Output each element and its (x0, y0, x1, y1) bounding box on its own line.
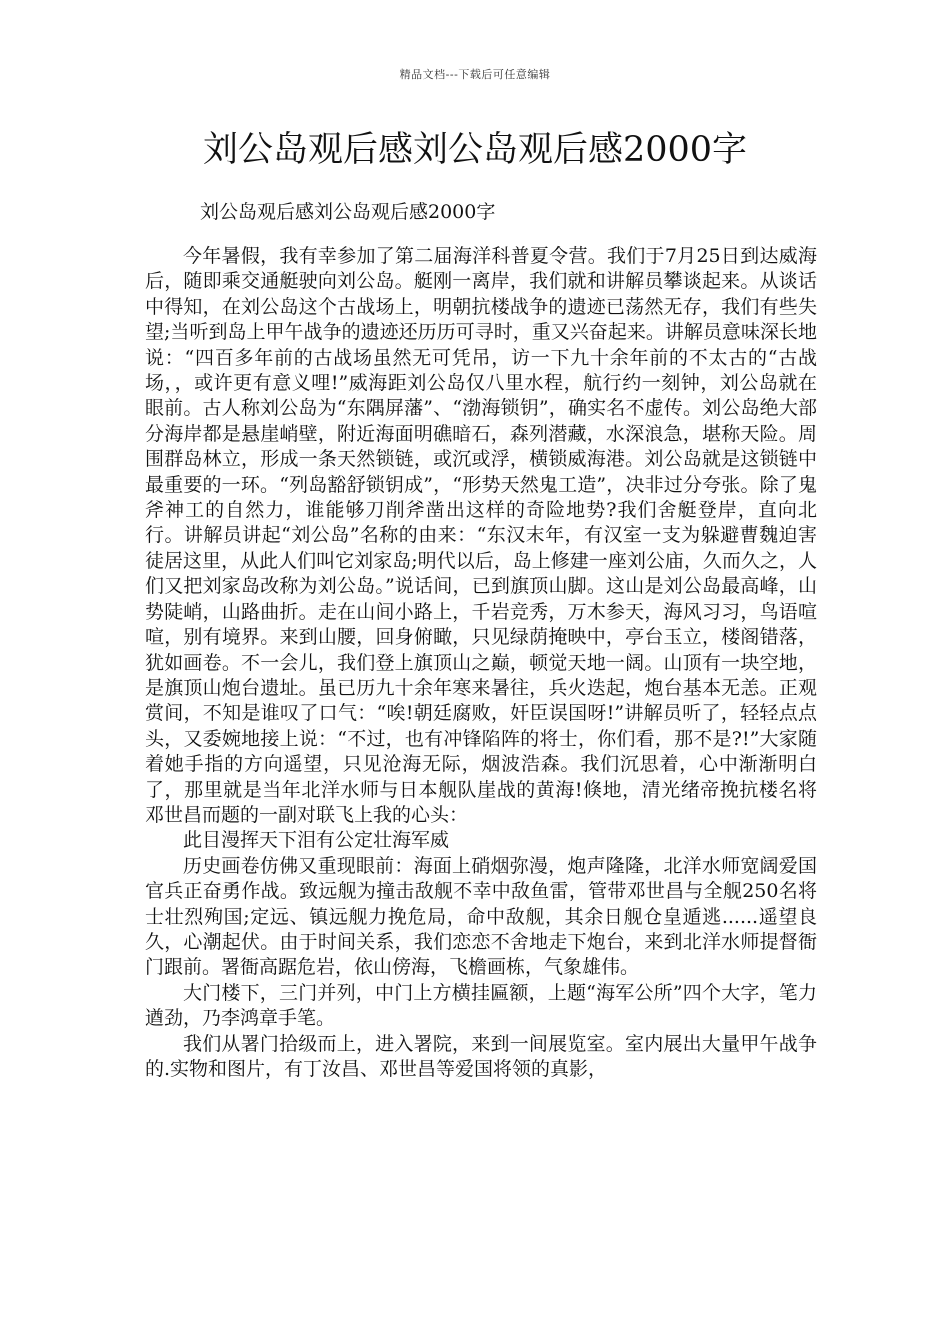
paragraph: 历史画卷仿佛又重现眼前：海面上硝烟弥漫，炮声隆隆，北洋水师宽阔爱国官兵正奋勇作战。致远舰为撞击敌舰不幸中敌鱼雷，管带邓世昌与全舰250名将士壮烈殉国;定远、镇远舰力挽危局，命中敌舰，其余日舰仓皇遁逃......遥望良久，心潮起伏。由于时间关系，我们恋恋不舍地走下炮台，来到北洋水师提督衙门跟前。署衙高踞危岩，依山傍海，飞檐画栋，气象雄伟。 (145, 854, 817, 979)
paragraph: 大门楼下，三门并列，中门上方横挂匾额，上题“海军公所”四个大字，笔力遒劲，乃李鸿章手笔。 (145, 981, 817, 1030)
header-note: 精品文档---下载后可任意编辑 (399, 68, 551, 81)
paragraph: 我们从署门拾级而上，进入署院，来到一间展览室。室内展出大量甲午战争的.实物和图片，有丁汝昌、邓世昌等爱国将领的真影， (145, 1032, 817, 1080)
paragraph: 今年暑假，我有幸参加了第二届海洋科普夏令营。我们于7月25日到达威海后，随即乘交通艇驶向刘公岛。艇刚一离岸，我们就和讲解员攀谈起来。从谈话中得知，在刘公岛这个古战场上，明朝抗楼战争的遗迹已荡然无存，我们有些失望;当听到岛上甲午战争的遗迹还历历可寻时，重又兴奋起来。讲解员意味深长地说：“四百多年前的古战场虽然无可凭吊，访一下九十余年前的不太古的“古战场，，或许更有意义哩!”威海距刘公岛仅八里水程，航行约一刻钟，刘公岛就在眼前。古人称刘公岛为“东隅屏藩”、“渤海锁钥”，确实名不虚传。刘公岛绝大部分海岸都是悬崖峭壁，附近海面明礁暗石，森列潜藏，水深浪急，堪称天险。周围群岛林立，形成一条天然锁链，或沉或浮，横锁威海港。刘公岛就是这锁链中最重要的一环。“列岛豁舒锁钥成”，“形势天然鬼工造”，决非过分夸张。除了鬼斧神工的自然力，谁能够刀削斧凿出这样的奇险地势?我们舍艇登岸，直向北行。讲解员讲起“刘公岛”名称的由来：“东汉末年，有汉室一支为躲避曹魏迫害徒居这里，从此人们叫它刘家岛;明代以后，岛上修建一座刘公庙，久而久之，人们又把刘家岛改称为刘公岛。”说话间，已到旗顶山脚。这山是刘公岛最高峰，山势陡峭，山路曲折。走在山间小路上，千岩竞秀，万木参天，海风习习，鸟语喧喧，别有境界。来到山腰，回身俯瞰，只见绿荫掩映中，亭台玉立，楼阁错落，犹如画卷。不一会儿，我们登上旗顶山之巅，顿觉天地一阔。山顶有一块空地，是旗顶山炮台遗址。虽已历九十余年寒来暑往，兵火迭起，炮台基本无恙。正观赏间，不知是谁叹了口气：“唉!朝廷腐败，奸臣误国呀!”讲解员听了，轻轻点点头，又委婉地接上说：“不过，也有冲锋陷阵的将士，你们看，那不是?!”大家随着她手指的方向遥望，只见沧海无际，烟波浩森。我们沉思着，心中渐渐明白了，那里就是当年北洋水师与日本舰队崖战的黄海!倏地，清光绪帝挽抗楼名将邓世昌而题的一副对联飞上我的心头： (145, 245, 817, 826)
document-title: 刘公岛观后感刘公岛观后感2000字 (202, 130, 748, 170)
document-body (145, 244, 817, 1082)
paragraph-couplet: 此目漫挥天下泪有公定壮海军威 (183, 829, 450, 852)
document-subtitle: 刘公岛观后感刘公岛观后感2000字 (200, 201, 496, 223)
